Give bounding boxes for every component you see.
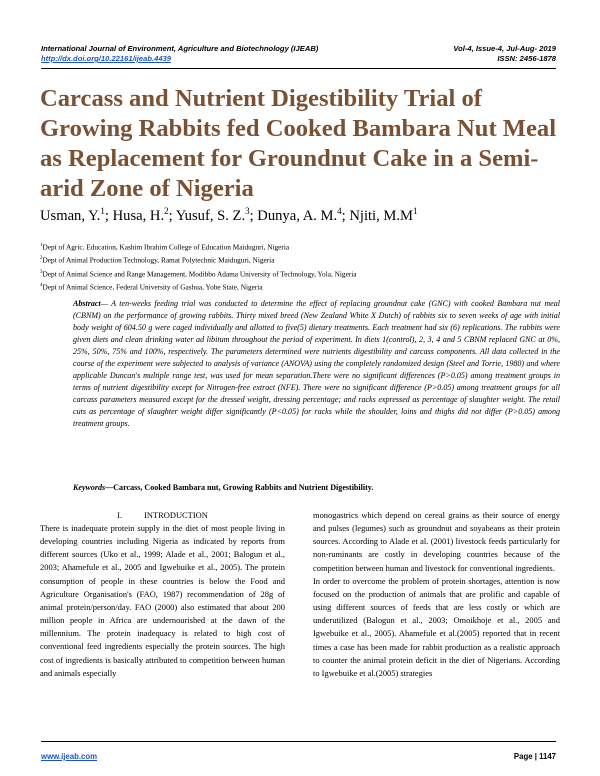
journal-website-link[interactable]: www.ijeab.com bbox=[41, 752, 98, 761]
body-column-left: There is inadequate protein supply in the diet of most people living in developing countries including Nigeria as indicated by reports from different sources (Uko et al., 1999; Alade et al., 2001; Balogun et al., 2003; Ahamefule et al., 2005 and Igwebuike et al., 2005). The protein consumption of people in these countries is below the Food and Agriculture Organisation's (FAO, 1987) recommendation of 28g of animal protein/person/day. FAO (2000) also estimated that about 200 million people in Africa are undernourished at the dawn of the millennium. The protein inadequacy is related to high cost of conventional feed ingredients especially the protein sources. The high cost of ingredients is basically attributed to competition between human and animals especially bbox=[40, 523, 285, 678]
author-name: Njiti, M.M bbox=[349, 207, 414, 224]
affiliation-text: Dept of Animal Science and Range Management, Modibbo Adama University of Technology, Yola, Nigeria bbox=[42, 269, 357, 279]
abstract bbox=[73, 298, 560, 430]
keywords-label: Keywords bbox=[73, 483, 106, 492]
affiliation-text: Dept of Animal Production Technology, Ramat Polytechnic Maiduguri, Nigeria bbox=[42, 255, 275, 265]
volume-issue: Vol-4, Issue-4, Jul-Aug- 2019 bbox=[453, 44, 556, 53]
author-affiliation-mark: 3 bbox=[245, 206, 250, 216]
author-separator: ; bbox=[249, 207, 258, 224]
affiliation-item bbox=[40, 267, 357, 280]
body-paragraph: In order to overcome the problem of protein shortages, attention is now focused on the production of animals that are prolific and capable of using different sources of feeds that are less costly or which are underutilized (Balogun et al., 2003; Omoikhoje et al., 2005 and Igwebuike et al., 2005). Ahamefule et al.(2005) reported that in recent times a case has been made for rabbit production as a realistic approach to counter the animal protein deficit in the diet of Nigerians. According to Igwebuike et al.(2005) strategies bbox=[313, 575, 560, 678]
keywords bbox=[73, 482, 560, 494]
author-name: Usman, Y. bbox=[40, 207, 101, 224]
doi-link[interactable]: http://dx.doi.org/10.22161/ijeab.4439 bbox=[41, 54, 171, 63]
affiliation-number: 3 bbox=[40, 269, 43, 275]
author-affiliation-mark: 1 bbox=[100, 206, 105, 216]
section-heading bbox=[40, 509, 285, 522]
affiliation-text: Dept of Animal Science, Federal University of Gashua, Yobe State, Nigeria bbox=[42, 282, 263, 292]
author-affiliation-mark: 1 bbox=[413, 206, 418, 216]
section-title: INTRODUCTION bbox=[144, 510, 208, 520]
body-paragraph: monogastrics which depend on cereal grains as their source of energy and pulses (legumes) such as groundnut and soyabeans as their protein sources. According to Alade et al. (2001) livestock feeds particularly for non-ruminants are costly in developing countries because of the competition between human and livestock for conventional ingredients. bbox=[313, 510, 560, 573]
keywords-text: —Carcass, Cooked Bambara nut, Growing Rabbits and Nutrient Digestibility. bbox=[105, 483, 374, 492]
running-header-left bbox=[41, 44, 318, 64]
paper-title: Carcass and Nutrient Digestibility Trial of Growing Rabbits fed Cooked Bambara Nut Meal as Replacement for Groundnut Cake in a Semi-arid Zone of Nigeria bbox=[40, 85, 557, 202]
author-separator: ; bbox=[341, 207, 350, 224]
affiliation-item bbox=[40, 240, 357, 253]
header-rule bbox=[41, 68, 556, 69]
affiliation-number: 2 bbox=[40, 256, 43, 262]
running-header-right bbox=[453, 44, 556, 64]
affiliation-text: Dept of Agric. Education, Kashim Ibrahim College of Education Maiduguri, Nigeria bbox=[42, 242, 290, 252]
section-number: I. bbox=[117, 510, 123, 520]
affiliation-number: 1 bbox=[40, 243, 43, 248]
author-name: Husa, H. bbox=[112, 207, 165, 224]
affiliation-item bbox=[40, 280, 357, 293]
issn: ISSN: 2456-1878 bbox=[497, 54, 556, 63]
author-name: Dunya, A. M. bbox=[257, 207, 338, 224]
author-separator: ; bbox=[168, 207, 176, 224]
affiliation-list bbox=[40, 240, 357, 294]
author-separator: ; bbox=[104, 207, 113, 224]
author-list bbox=[40, 206, 418, 225]
body-column-right bbox=[313, 509, 560, 680]
author-affiliation-mark: 4 bbox=[337, 206, 342, 216]
abstract-text: — A ten-weeks feeding trial was conducted to determine the effect of replacing groundnut cake (GNC) with cooked Bambara nut meal (CBNM) on the performance of growing rabbits. Thirty mixed breed (New Zealand White X Dutch) of rabbits six to seven weeks of age with initial body weight of 604.50 g were caged individually and allotted to five(5) dietary treatments. Each treatment had six (6) replications. The rabbits were given diets and clean drinking water ad libitum throughout the period of experiment. In diets 1(control), 2, 3, 4 and 5 CBNM replaced GNC at 0%, 25%, 50%, 75% and 100%, respectively. The parameters determined were nutrients digestibility and carcass components. All data collected in the course of the experiment were subjected to analysis of variance (ANOVA) using the completely randomized design (Steel and Torrie, 1980) and where applicable Duncan's multiple range test, was used for mean separation.There were no significant differences (P>0.05) among treatment groups in terms of nutrient digestibility except for Nitrogen-free extract (NFE). There were no significant difference (P>0.05) among treatment groups for all carcass parameters measured except for the dressed weight, dressing percentage; and racks expressed as percentage of slaughter weight. The retail cuts as percentage of slaughter weight differ significantly (P<0.05) for racks while the shoulder, loins and thighs did not differ (P>0.05) among treatment groups. bbox=[73, 299, 560, 428]
affiliation-item bbox=[40, 253, 357, 266]
page-number: Page | 1147 bbox=[513, 752, 556, 761]
affiliation-number: 4 bbox=[40, 283, 43, 289]
abstract-label: Abstract bbox=[73, 299, 101, 308]
author-affiliation-mark: 2 bbox=[164, 206, 169, 216]
author-name: Yusuf, S. Z. bbox=[175, 207, 246, 224]
footer-rule bbox=[41, 741, 556, 742]
journal-name: International Journal of Environment, Agriculture and Biotechnology (IJEAB) bbox=[41, 44, 319, 53]
